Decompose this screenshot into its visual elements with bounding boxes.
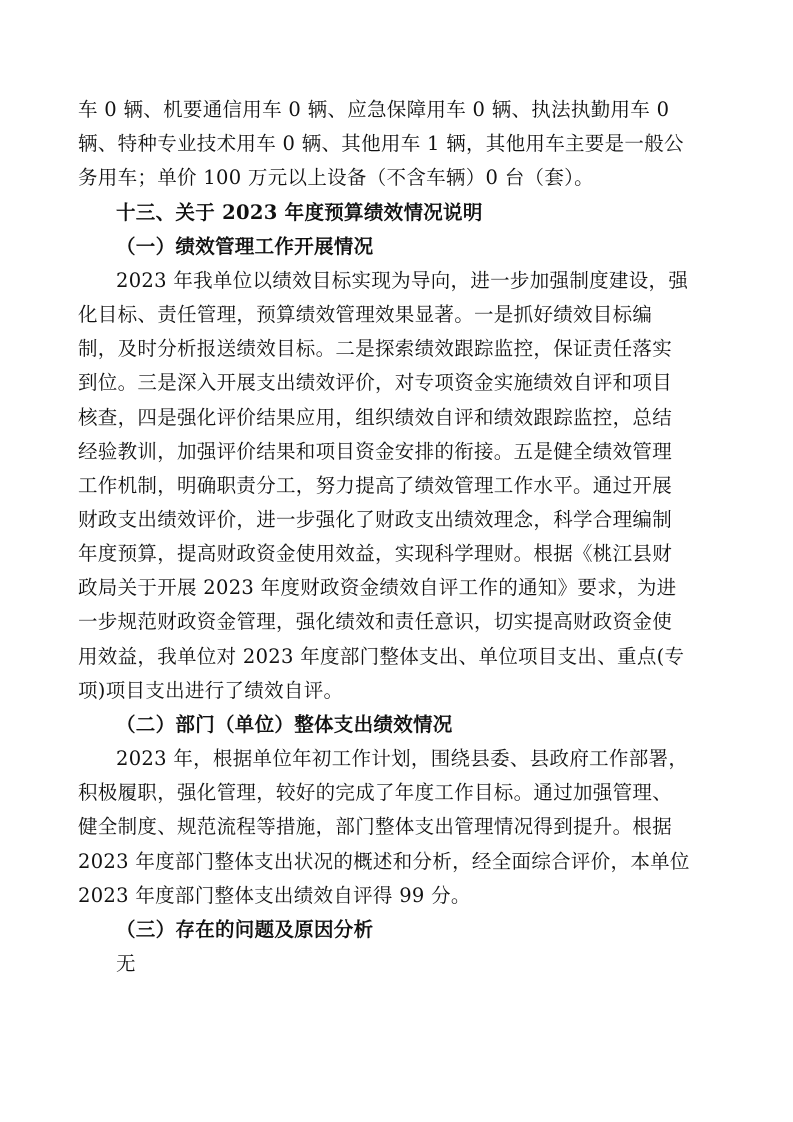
body-text-line: 财政支出绩效评价，进一步强化了财政支出绩效理念，科学合理编制 <box>78 508 673 531</box>
body-text-line: 核查，四是强化评价结果应用，组织绩效自评和绩效跟踪监控，总结 <box>78 406 673 429</box>
section-heading: 十三、关于 2023 年度预算绩效情况说明 <box>116 201 483 224</box>
body-text-line: 健全制度、规范流程等措施，部门整体支出管理情况得到提升。根据 <box>78 815 673 838</box>
body-text-line: 项)项目支出进行了绩效自评。 <box>78 679 344 702</box>
body-text-line: 务用车；单价 100 万元以上设备（不含车辆）0 台（套）。 <box>78 166 594 189</box>
subsection-heading: （一）绩效管理工作开展情况 <box>116 235 374 258</box>
paragraph-first-line: 2023 年我单位以绩效目标实现为导向，进一步加强制度建设，强 <box>116 269 689 292</box>
body-text-line: 制，及时分析报送绩效目标。二是探索绩效跟踪监控，保证责任落实 <box>78 337 673 360</box>
body-text-line: 经验教训，加强评价结果和项目资金安排的衔接。五是健全绩效管理 <box>78 440 673 463</box>
body-text-line: 2023 年度部门整体支出绩效自评得 99 分。 <box>78 884 471 907</box>
body-text-line: 政局关于开展 2023 年度财政资金绩效自评工作的通知》要求，为进 <box>78 576 677 599</box>
subsection-heading: （三）存在的问题及原因分析 <box>116 918 374 941</box>
body-text-line: 2023 年度部门整体支出状况的概述和分析，经全面综合评价，本单位 <box>78 850 690 873</box>
body-text-line: 车 0 辆、机要通信用车 0 辆、应急保障用车 0 辆、执法执勤用车 0 <box>78 98 670 121</box>
paragraph-first-line: 无 <box>116 952 136 975</box>
body-text-line: 积极履职，强化管理，较好的完成了年度工作目标。通过加强管理、 <box>78 781 673 804</box>
body-text-line: 到位。三是深入开展支出绩效评价，对专项资金实施绩效自评和项目 <box>78 371 673 394</box>
body-text-line: 辆、特种专业技术用车 0 辆、其他用车 1 辆，其他用车主要是一般公 <box>78 132 684 155</box>
body-text-line: 年度预算，提高财政资金使用效益，实现科学理财。根据《桃江县财 <box>78 542 673 565</box>
subsection-heading: （二）部门（单位）整体支出绩效情况 <box>116 713 453 736</box>
paragraph-first-line: 2023 年，根据单位年初工作计划，围绕县委、县政府工作部署， <box>116 747 689 770</box>
body-text-line: 工作机制，明确职责分工，努力提高了绩效管理工作水平。通过开展 <box>78 474 673 497</box>
body-text-line: 化目标、责任管理，预算绩效管理效果显著。一是抓好绩效目标编 <box>78 303 653 326</box>
body-text-line: 一步规范财政资金管理，强化绩效和责任意识，切实提高财政资金使 <box>78 610 673 633</box>
body-text-line: 用效益，我单位对 2023 年度部门整体支出、单位项目支出、重点(专 <box>78 645 685 668</box>
